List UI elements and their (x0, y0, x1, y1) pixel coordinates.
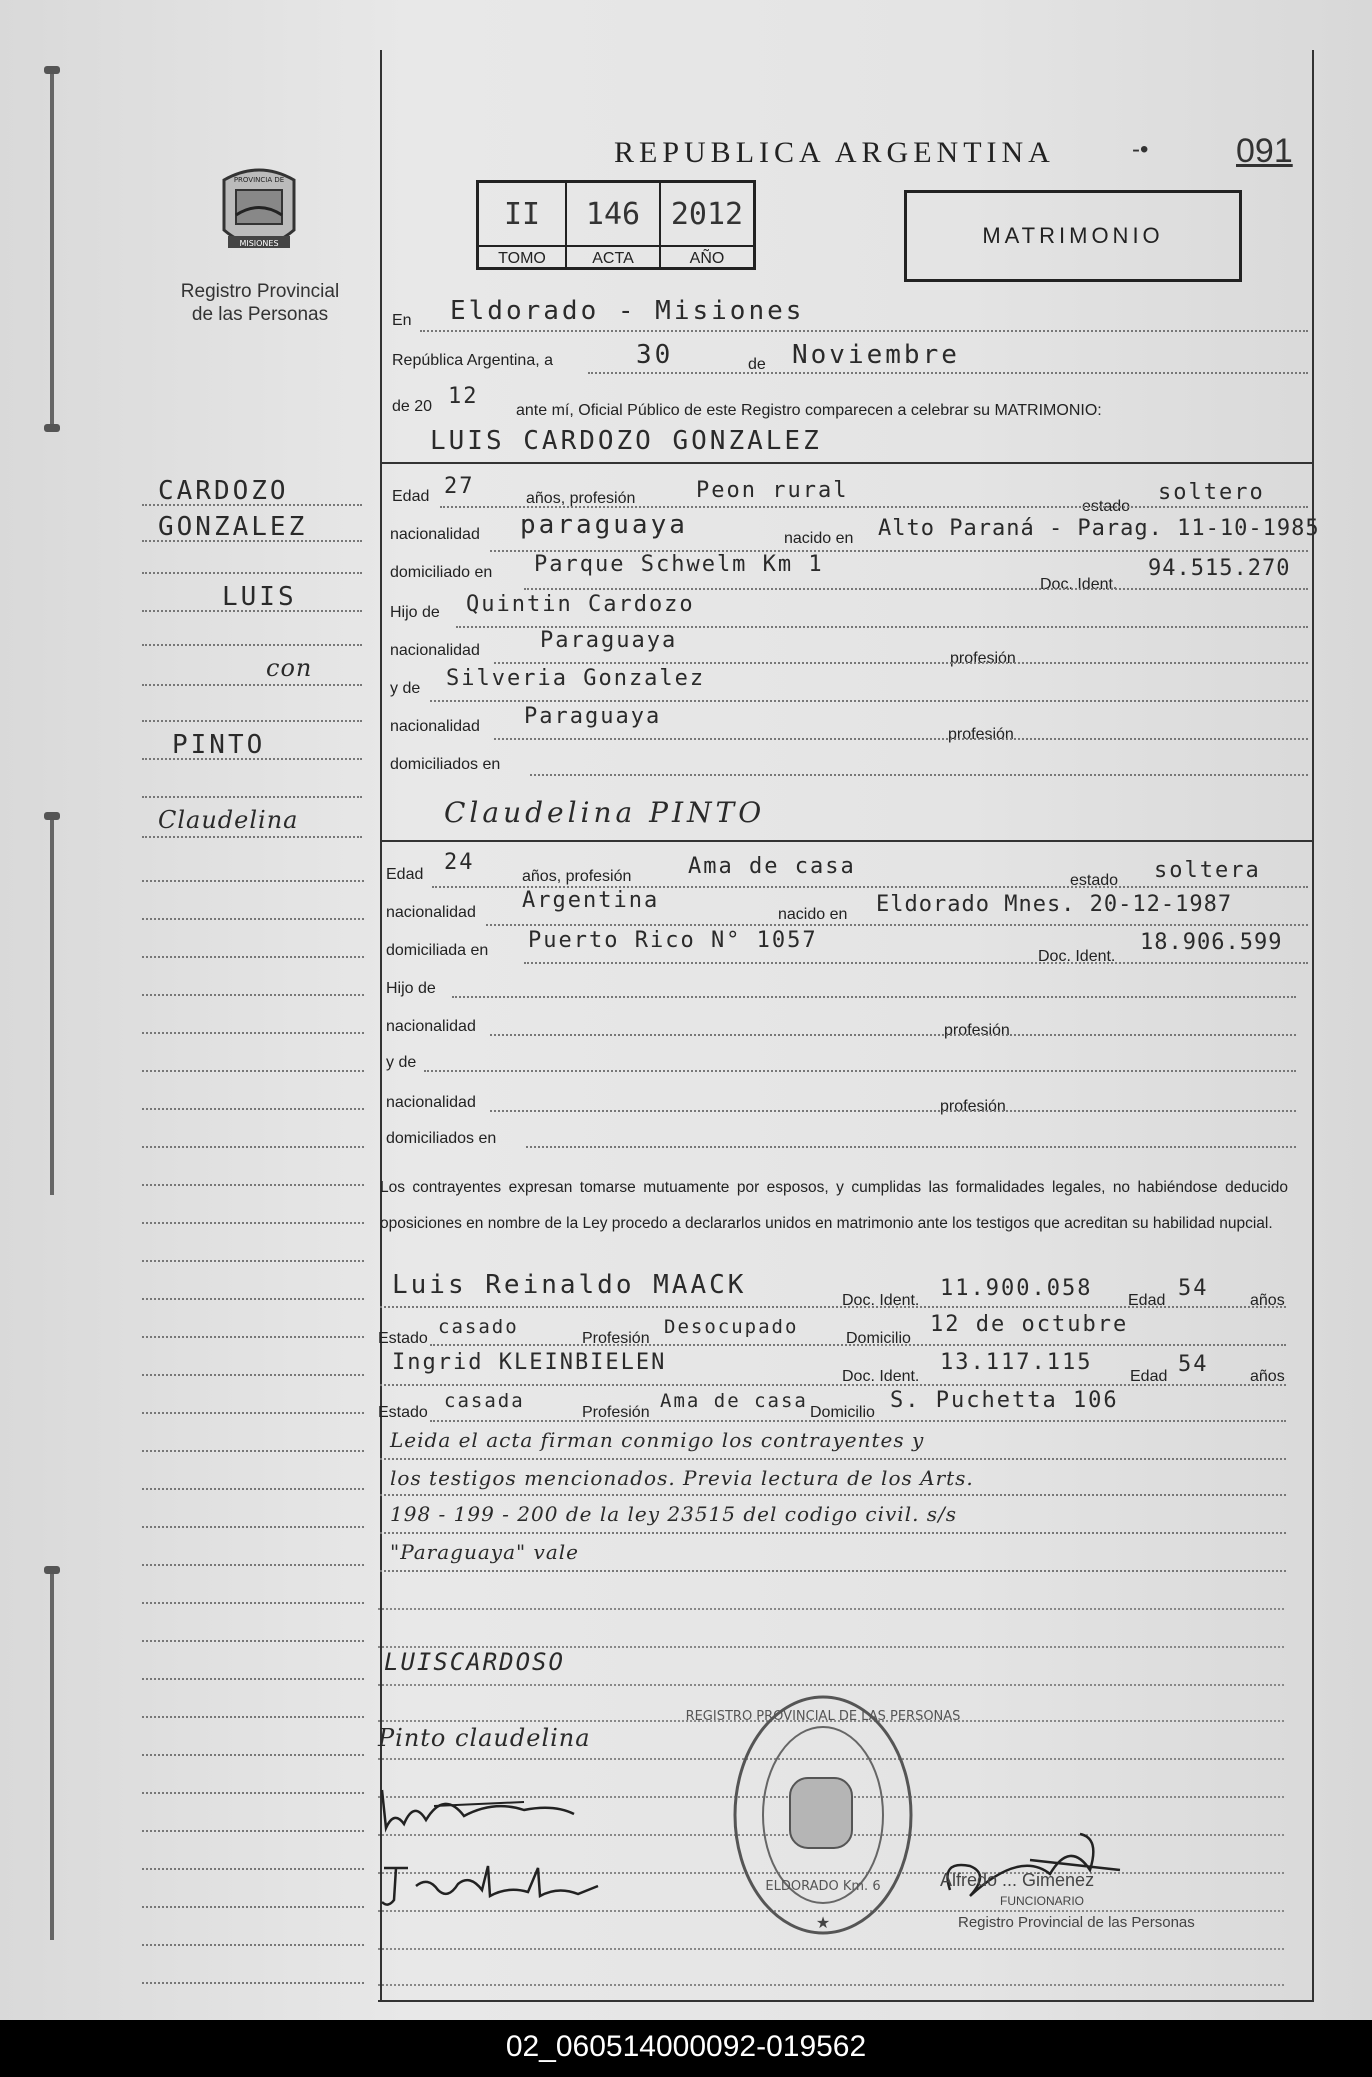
margin-ruled-line (142, 1792, 364, 1794)
tomo-cell (479, 183, 567, 245)
witness1-doc: 11.900.058 (940, 1276, 1093, 1301)
witness1-profesion-label: Profesión (582, 1330, 650, 1347)
groom-estado-label: estado (1082, 498, 1131, 515)
underline (430, 1420, 1286, 1422)
year-suffix-value: 12 (448, 384, 479, 409)
witness1-age: 54 (1178, 1276, 1209, 1301)
margin-ruled-line (142, 918, 364, 920)
margin-surname1: CARDOZO (158, 476, 289, 506)
margin-ruled-line (142, 1640, 364, 1642)
witness2-estado-label: Estado (378, 1404, 428, 1421)
witness2-name: Ingrid KLEINBIELEN (392, 1350, 667, 1375)
bride-doc-label: Doc. Ident. (1038, 948, 1116, 965)
groom-nacionalidad-label: nacionalidad (390, 526, 480, 543)
official-registry: Registro Provincial de las Personas (958, 1914, 1195, 1931)
margin-ruled-line (142, 1602, 364, 1604)
margin-bride-name: Claudelina (158, 806, 299, 834)
margin-ruled-line (142, 1564, 364, 1566)
underline (142, 836, 362, 838)
underline (142, 504, 362, 506)
underline (486, 924, 1308, 926)
margin-ruled-line (142, 1830, 364, 1832)
binding-stitch (44, 424, 60, 432)
bride-profession: Ama de casa (688, 854, 856, 879)
margin-ruled-line (142, 1982, 364, 1984)
bride-nacionalidad-label: nacionalidad (386, 904, 476, 921)
groom-father-nat: Paraguaya (540, 628, 678, 653)
witness2-age: 54 (1178, 1352, 1209, 1377)
margin-ruled-line (142, 1070, 364, 1072)
witness2-anos-label: años (1250, 1368, 1285, 1385)
groom-father: Quintin Cardozo (466, 592, 695, 617)
witness2-signature-text: IngridKleinb (598, 1910, 604, 1911)
form-right-border (1312, 50, 1314, 2000)
underline (588, 372, 1308, 374)
margin-ruled-line (142, 1488, 364, 1490)
underline (430, 1344, 1286, 1346)
margin-ruled-line (142, 994, 364, 996)
margin-ruled-line (142, 1716, 364, 1718)
margin-ruled-line (142, 1678, 364, 1680)
scan-code: 02_060514000092-019562 (505, 2030, 867, 2063)
witness1-name: Luis Reinaldo MAACK (392, 1270, 747, 1300)
margin-ruled-line (142, 1298, 364, 1300)
margin-ruled-line (142, 1944, 364, 1946)
margin-ruled-line (142, 1526, 364, 1528)
underline (380, 1494, 1286, 1496)
groom-hijo-label: Hijo de (390, 604, 440, 621)
groom-domiciliados-label: domiciliados en (390, 756, 501, 773)
day-value: 30 (636, 340, 674, 370)
section-divider (382, 462, 1312, 464)
document-type-box: MATRIMONIO (904, 190, 1242, 282)
underline (142, 572, 362, 574)
registry-label (150, 280, 370, 326)
margin-ruled-line (142, 1374, 364, 1376)
anio-label: AÑO (661, 245, 753, 270)
witness1-estado: casado (438, 1316, 519, 1338)
underline (380, 1532, 1286, 1534)
witness2-domicile: S. Puchetta 106 (890, 1388, 1119, 1413)
binding-thread (50, 815, 54, 1195)
stamp-text: REGISTRO PROVINCIAL DE LAS PERSONAS (685, 1709, 961, 1724)
underline (142, 610, 362, 612)
misiones-seal-icon (214, 160, 304, 260)
witness1-edad-label: Edad (1128, 1292, 1166, 1309)
bride-domiciliados-label: domiciliados en (386, 1130, 497, 1147)
underline (524, 962, 1308, 964)
official-title: FUNCIONARIO (1000, 1894, 1084, 1908)
groom-domiciliado-label: domiciliado en (390, 564, 493, 581)
underline (424, 1070, 1296, 1072)
underline (490, 1110, 1296, 1112)
margin-con: con (266, 654, 313, 682)
month-value: Noviembre (792, 340, 960, 370)
bride-birth: Eldorado Mnes. 20-12-1987 (876, 892, 1233, 917)
underline (494, 738, 1308, 740)
registry-line1: Registro Provincial (180, 281, 340, 302)
groom-mother-nat-label: nacionalidad (390, 718, 480, 735)
underline (142, 684, 362, 686)
registry-line2: de las Personas (191, 304, 329, 325)
underline (440, 506, 1308, 508)
binding-stitch (44, 66, 60, 74)
witness1-domicile: 12 de octubre (930, 1312, 1129, 1337)
witness2-domicilio-label: Domicilio (810, 1404, 875, 1421)
witness1-signature-icon (374, 1780, 584, 1840)
note-line1: Leida el acta firman conmigo los contrayentes y (390, 1428, 925, 1452)
note-line4: "Paraguaya" vale (390, 1540, 580, 1564)
bride-estado-label: estado (1070, 872, 1119, 889)
underline (420, 330, 1308, 332)
witness1-signature-text: LuMaack (574, 1836, 579, 1837)
binding-thread (50, 70, 54, 430)
witness1-profession: Desocupado (664, 1316, 799, 1338)
margin-ruled-line (142, 1260, 364, 1262)
groom-doc-label: Doc. Ident. (1040, 576, 1118, 593)
bride-profesion-label2: profesión (944, 1022, 1010, 1039)
groom-domicile: Parque Schwelm Km 1 (534, 552, 824, 577)
bride-profesion-label3: profesión (940, 1098, 1006, 1115)
bride-age: 24 (444, 850, 475, 875)
signature-line (378, 1948, 1284, 1950)
underline (380, 1458, 1286, 1460)
underline (380, 1570, 1286, 1572)
anio-cell (661, 183, 753, 245)
note-line2: los testigos mencionados. Previa lectura de los Arts. (390, 1466, 974, 1490)
bride-signature: Pinto claudelina (378, 1724, 591, 1752)
bride-estado: soltera (1154, 858, 1261, 883)
groom-nacido-label: nacido en (784, 530, 854, 547)
margin-given-name: LUIS (222, 582, 297, 612)
margin-ruled-line (142, 1032, 364, 1034)
title-mark: -• (1132, 136, 1149, 163)
bride-name: Claudelina PINTO (444, 796, 766, 829)
acta-value: 146 (585, 197, 641, 232)
underline (142, 644, 362, 646)
signature-line (378, 1984, 1284, 1986)
groom-father-nat-label: nacionalidad (390, 642, 480, 659)
bride-edad-label: Edad (386, 866, 424, 883)
margin-ruled-line (142, 1222, 364, 1224)
groom-doc: 94.515.270 (1148, 556, 1291, 581)
bride-domiciliada-label: domiciliada en (386, 942, 489, 959)
witness2-doc-label: Doc. Ident. (842, 1368, 920, 1385)
bride-hijo-label: Hijo de (386, 980, 436, 997)
tomo-value: II (503, 197, 541, 232)
bride-profesion-label: años, profesión (522, 868, 632, 885)
witness2-signature-icon (378, 1856, 608, 1912)
margin-ruled-line (142, 880, 364, 882)
witness2-profession: Ama de casa (660, 1390, 808, 1412)
bride-domicile: Puerto Rico N° 1057 (528, 928, 818, 953)
note-line3: 198 - 199 - 200 de la ley 23515 del codigo civil. s/s (390, 1502, 958, 1526)
underline (524, 588, 1308, 590)
margin-ruled-line (142, 1184, 364, 1186)
underline (142, 720, 362, 722)
groom-father-prof-label: profesión (950, 650, 1016, 667)
declaration-text: Los contrayentes expresan tomarse mutuamente por esposos, y cumplidas las formalidades legales, no habiéndose deducido oposiciones en nombre de la Ley procedo a declararlos unidos en matrimonio ante los testigos que acreditan su habilidad nupcial. (380, 1179, 1288, 1232)
binding-stitch (44, 812, 60, 820)
groom-profession: Peon rural (696, 478, 849, 503)
place-value: Eldorado - Misiones (450, 296, 805, 326)
anio-value: 2012 (670, 197, 744, 232)
groom-estado: soltero (1158, 480, 1265, 505)
witness1-anos-label: años (1250, 1292, 1285, 1309)
form-left-border (380, 50, 382, 2000)
underline (530, 774, 1308, 776)
underline (430, 700, 1308, 702)
margin-ruled-line (142, 1412, 364, 1414)
groom-nationality: paraguaya (520, 510, 688, 540)
margin-ruled-line (142, 1450, 364, 1452)
underline (490, 1034, 1296, 1036)
bride-nacionalidad3-label: nacionalidad (386, 1094, 476, 1111)
acta-label: ACTA (567, 245, 661, 270)
underline (526, 1146, 1296, 1148)
signature-line (378, 1684, 1284, 1686)
bride-nacido-label: nacido en (778, 906, 848, 923)
witness1-domicilio-label: Domicilio (846, 1330, 911, 1347)
stamp-place: ELDORADO Km. 6 (765, 1879, 881, 1894)
witness2-doc: 13.117.115 (940, 1350, 1093, 1375)
groom-yde-label: y de (390, 680, 421, 697)
groom-mother-nat: Paraguaya (524, 704, 662, 729)
underline (142, 796, 362, 798)
witness2-estado: casada (444, 1390, 525, 1412)
seal-text-top: PROVINCIA DE (233, 176, 285, 184)
underline (142, 758, 362, 760)
statement-text: ante mí, Oficial Público de este Registro comparecen a celebrar su MATRIMONIO: (516, 402, 1102, 419)
margin-ruled-line (142, 1754, 364, 1756)
groom-birth: Alto Paraná - Parag. 11-10-1985 (878, 516, 1320, 541)
groom-mother: Silveria Gonzalez (446, 666, 706, 691)
en-label: En (392, 312, 412, 329)
margin-ruled-line (142, 1146, 364, 1148)
groom-edad-label: Edad (392, 488, 430, 505)
signature-line (378, 1608, 1284, 1610)
underline (142, 540, 362, 542)
underline (380, 1384, 1286, 1386)
margin-ruled-line (142, 956, 364, 958)
bride-yde-label: y de (386, 1054, 417, 1071)
underline (380, 1306, 1286, 1308)
margin-ruled-line (142, 1868, 364, 1870)
groom-age: 27 (444, 474, 475, 499)
underline (452, 996, 1296, 998)
groom-profesion-label: años, profesión (526, 490, 636, 507)
form-bottom-border (378, 2000, 1314, 2002)
section-divider (382, 840, 1312, 842)
groom-mother-prof-label: profesión (948, 726, 1014, 743)
official-stamp-icon (685, 1690, 961, 1940)
witness2-profesion-label: Profesión (582, 1404, 650, 1421)
margin-bride-surname: PINTO (172, 730, 266, 760)
year-prefix-label: de 20 (392, 398, 433, 415)
margin-surname2: GONZALEZ (158, 512, 308, 542)
binding-thread (50, 1570, 54, 1940)
witness1-doc-label: Doc. Ident. (842, 1292, 920, 1309)
witness2-edad-label: Edad (1130, 1368, 1168, 1385)
seal-text-bottom: MISIONES (239, 239, 279, 248)
margin-ruled-line (142, 1336, 364, 1338)
svg-text:★: ★ (815, 1915, 831, 1932)
margin-ruled-line (142, 1906, 364, 1908)
bride-nacionalidad2-label: nacionalidad (386, 1018, 476, 1035)
de-label: de (748, 356, 766, 373)
page-number: 091 (1236, 132, 1293, 170)
acta-cell (567, 183, 661, 245)
record-table (476, 180, 756, 270)
margin-ruled-line (142, 1108, 364, 1110)
binding-stitch (44, 1566, 60, 1574)
underline (494, 662, 1308, 664)
official-name: Alfredo ... Gimenez (940, 1870, 1095, 1890)
republica-label: República Argentina, a (392, 352, 553, 369)
witness1-estado-label: Estado (378, 1330, 428, 1347)
country-title: REPUBLICA ARGENTINA (614, 136, 1055, 169)
groom-name: LUIS CARDOZO GONZALEZ (430, 426, 822, 456)
bride-doc: 18.906.599 (1140, 930, 1283, 955)
tomo-label: TOMO (479, 245, 567, 270)
groom-signature: LUISCARDOSO (384, 1648, 565, 1676)
bride-nationality: Argentina (522, 888, 660, 913)
